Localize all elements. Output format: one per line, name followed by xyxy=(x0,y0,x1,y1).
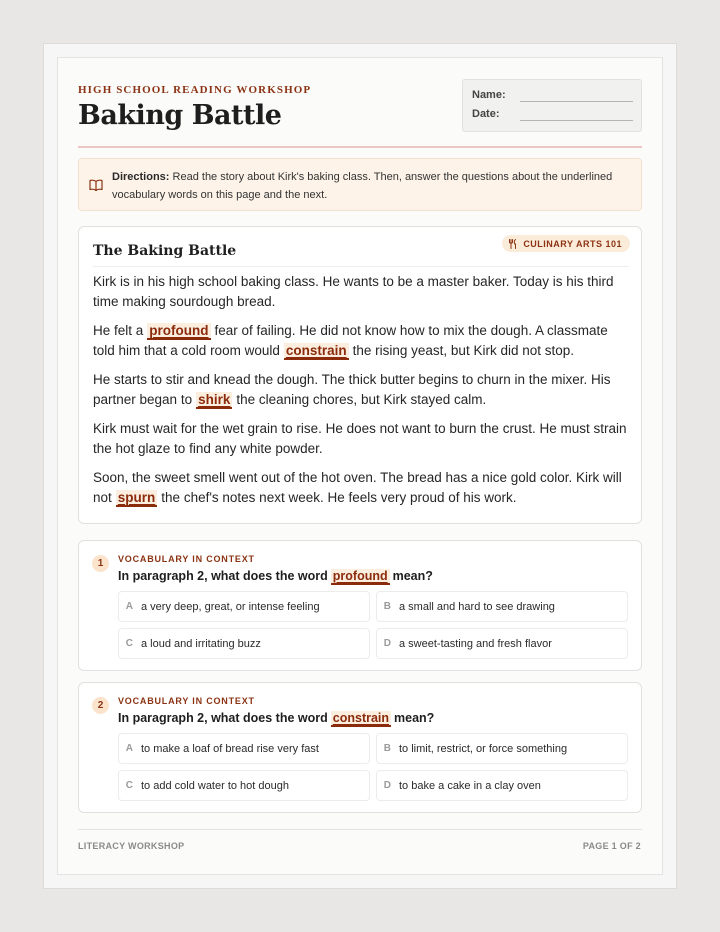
page-indicator: PAGE 1 OF 2 xyxy=(582,841,641,851)
answer-option-b[interactable] xyxy=(376,591,628,622)
header-divider xyxy=(78,146,642,148)
story-divider xyxy=(93,266,629,267)
footer-divider xyxy=(78,829,642,830)
date-field[interactable] xyxy=(520,120,633,121)
option-letter: C xyxy=(125,780,133,791)
story-paragraph-5: Soon, the sweet smell went out of the hot oven. The bread has a nice gold color. Kirk will not spurn the chef's notes next week. He feels very proud of his work. xyxy=(93,470,622,505)
question-number: 2 xyxy=(92,697,109,714)
question-number: 1 xyxy=(92,555,109,572)
option-text: to limit, restrict, or force something xyxy=(399,742,568,755)
name-label: Name: xyxy=(472,89,506,101)
question-prompt: In paragraph 2, what does the word profound mean? xyxy=(118,569,433,583)
footer-left: LITERACY WORKSHOP xyxy=(78,841,185,851)
option-text: to bake a cake in a clay oven xyxy=(399,779,541,792)
vocab-word-spurn: spurn xyxy=(117,490,156,505)
vocab-word-constrain: constrain xyxy=(285,343,347,358)
question-vocab-word: constrain xyxy=(332,711,390,725)
option-text: a loud and irritating buzz xyxy=(141,637,261,650)
directions-body: Read the story about Kirk's baking class. Then, answer the questions about the underlined vocabulary words on this page and the next. xyxy=(112,171,613,201)
story-paragraph-1: Kirk is in his high school baking class. He wants to be a master baker. Today is his third time making sourdough bread. xyxy=(93,274,614,309)
question-category: VOCABULARY IN CONTEXT xyxy=(118,554,255,564)
question-prompt: In paragraph 2, what does the word constrain mean? xyxy=(118,711,435,725)
option-text: a sweet-tasting and fresh flavor xyxy=(399,637,552,650)
directions-text xyxy=(112,168,634,204)
option-text: a very deep, great, or intense feeling xyxy=(141,600,320,613)
option-letter: A xyxy=(125,601,133,612)
vocab-word-profound: profound xyxy=(149,323,209,338)
option-letter: A xyxy=(125,743,133,754)
option-text: to add cold water to hot dough xyxy=(141,779,289,792)
answer-option-d[interactable] xyxy=(376,628,628,659)
answer-option-d[interactable] xyxy=(376,770,628,801)
option-text: a small and hard to see drawing xyxy=(399,600,555,613)
book-icon xyxy=(89,179,103,191)
name-field[interactable] xyxy=(520,101,633,102)
story-title: The Baking Battle xyxy=(93,243,237,259)
answer-option-a[interactable] xyxy=(118,733,370,764)
question-vocab-word: profound xyxy=(332,569,388,583)
page-kicker: HIGH SCHOOL READING WORKSHOP xyxy=(78,84,312,96)
option-letter: B xyxy=(383,743,391,754)
story-paragraph-2: He felt a profound fear of failing. He did not know how to mix the dough. A classmate told him that a cold room would constrain the rising yeast, but Kirk did not stop. xyxy=(93,323,608,358)
utensils-icon xyxy=(508,239,518,249)
course-badge xyxy=(502,235,630,252)
option-letter: B xyxy=(383,601,391,612)
name-date-box xyxy=(462,79,642,132)
page-title: Baking Battle xyxy=(78,100,282,131)
option-letter: D xyxy=(383,638,391,649)
directions-label: Directions: xyxy=(112,171,170,183)
option-letter: C xyxy=(125,638,133,649)
story-card xyxy=(78,226,642,524)
story-paragraph-3: He starts to stir and knead the dough. The thick butter begins to churn in the mixer. His partner began to shirk the cleaning chores, but Kirk stayed calm. xyxy=(93,372,611,407)
question-category: VOCABULARY IN CONTEXT xyxy=(118,696,255,706)
course-badge-label: CULINARY ARTS 101 xyxy=(523,238,622,249)
option-letter: D xyxy=(383,780,391,791)
directions-box xyxy=(78,158,642,211)
story-paragraph-4: Kirk must wait for the wet grain to rise. He does not want to burn the crust. He must strain the hot glaze to find any white powder. xyxy=(93,421,627,456)
question-card-2 xyxy=(78,682,642,813)
answer-option-a[interactable] xyxy=(118,591,370,622)
answer-option-b[interactable] xyxy=(376,733,628,764)
answer-option-c[interactable] xyxy=(118,770,370,801)
answer-option-c[interactable] xyxy=(118,628,370,659)
date-label: Date: xyxy=(472,108,500,120)
question-card-1 xyxy=(78,540,642,671)
vocab-word-shirk: shirk xyxy=(198,392,231,407)
option-text: to make a loaf of bread rise very fast xyxy=(141,742,319,755)
